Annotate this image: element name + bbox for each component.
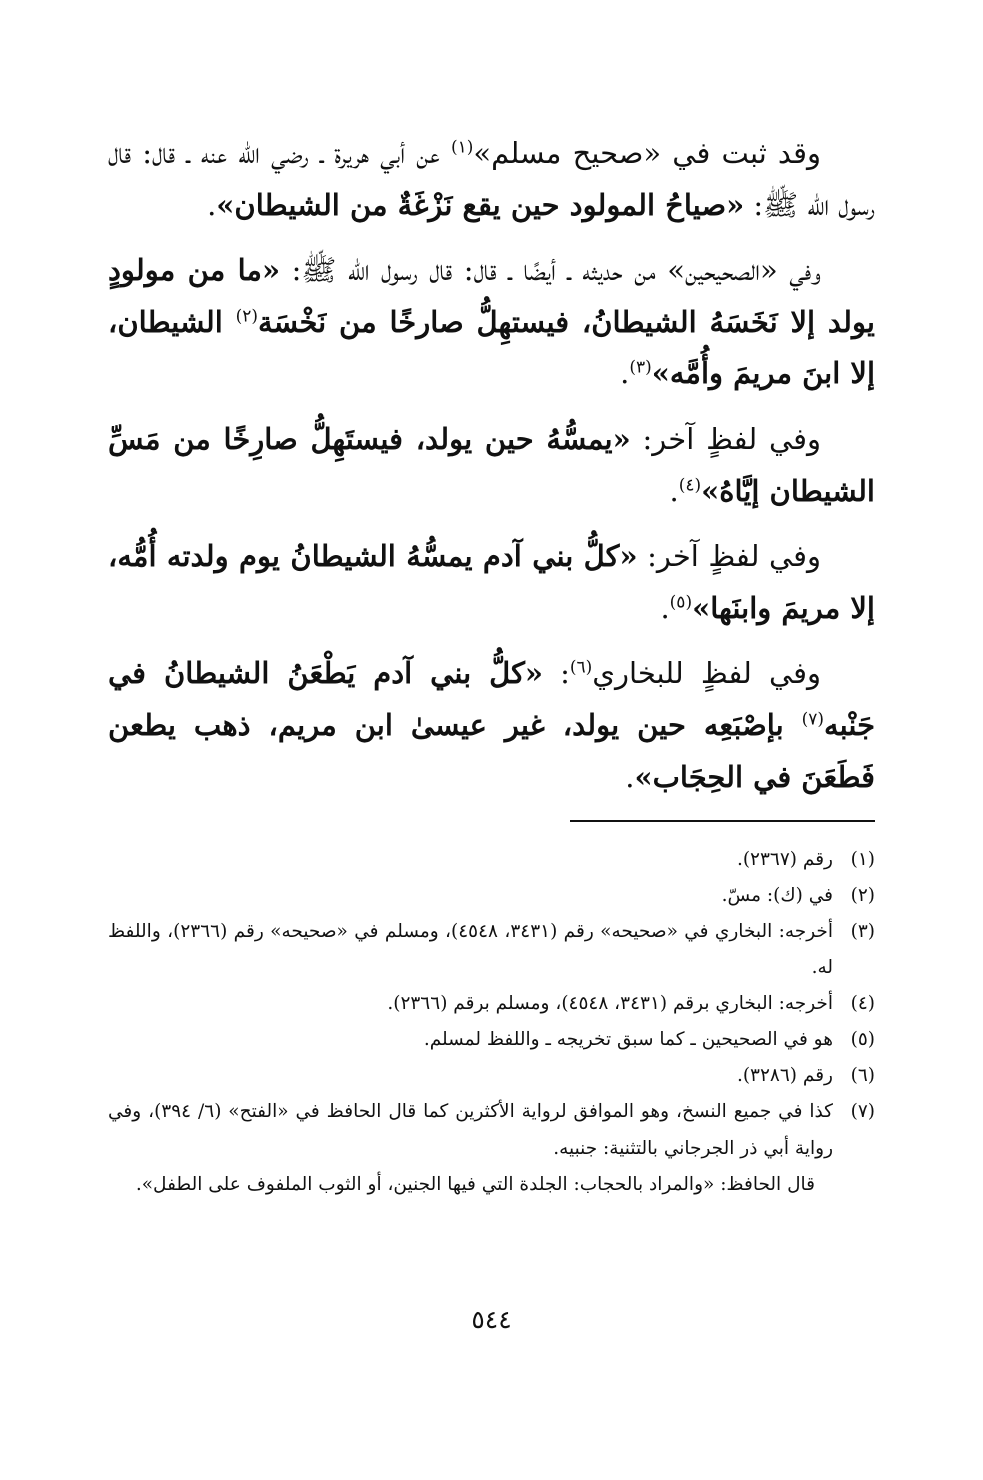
paragraph-4 [108, 531, 875, 634]
footnote-1 [108, 842, 875, 878]
footnote-text: رقم (٣٢٨٦). [736, 1065, 833, 1087]
footnote-text: كذا في جميع النسخ، وهو الموافق لرواية الأكثرين كما قال الحافظ في «الفتح» (٦/ ٣٩٤)، وفي رواية أبي ذر الجرجاني بالتثنية: جنبيه. [108, 1101, 833, 1159]
footnote-number: (٥) [850, 1029, 875, 1051]
footnote-separator [570, 820, 875, 822]
paragraph-1 [108, 128, 875, 231]
paragraph-3-text: وفي لفظٍ آخر: [630, 422, 822, 457]
page-number: ٥٤٤ [471, 1305, 512, 1334]
paragraph-2-text: وفي «الصحيحين» من حديثه ـ أيضًا ـ قال: قال رسول الله ﷺ: [280, 253, 821, 288]
footnote-5 [108, 1022, 875, 1058]
paragraph-1-end: . [207, 187, 217, 222]
footnote-number: (٢) [850, 885, 875, 907]
main-text [108, 128, 875, 817]
footnote-number: (٤) [850, 993, 875, 1015]
footnote-text: في (ك): مسّ. [721, 885, 833, 907]
hadith-quote-4: «كلُّ بني آدم يمسُّهُ الشيطانُ يوم ولدته أُمُّه، إلا مريمَ وابنَها» [108, 539, 875, 625]
paragraph-4-end: . [660, 590, 670, 625]
hadith-quote-5a: «كلُّ بني آدم يَطْعَنُ الشيطانُ في جَنْبه [108, 656, 875, 743]
hadith-quote-1: «صياحُ المولود حين يقع نَزْغَةٌ من الشيطان» [216, 187, 745, 222]
hadith-quote-2b: الشيطان، إلا ابنَ مريمَ وأُمَّه» [108, 304, 875, 391]
paragraph-1-text: وقد ثبت في «صحيح مسلم» [473, 136, 821, 170]
footnote-ref-1: (١) [451, 137, 474, 158]
footnote-number: (٧) [850, 1101, 875, 1123]
footnote-7 [108, 1094, 875, 1166]
paragraph-5-end: . [625, 759, 635, 794]
footnote-3 [108, 914, 875, 986]
footnote-text: أخرجه: البخاري برقم (٣٤٣١، ٤٥٤٨)، ومسلم برقم (٢٣٦٦). [387, 993, 833, 1015]
footnote-2 [108, 878, 875, 914]
paragraph-5-text-2: : [543, 656, 570, 691]
paragraph-5-text: وفي لفظٍ للبخاري [592, 656, 821, 691]
footnote-text: رقم (٢٣٦٧). [736, 849, 833, 870]
footnote-ref-7: (٧) [801, 709, 825, 730]
footnote-number: (٣) [850, 921, 875, 943]
footnote-number: (١) [850, 849, 875, 870]
paragraph-2-end: . [620, 356, 630, 391]
footnote-text: أخرجه: البخاري في «صحيحه» رقم (٣٤٣١، ٤٥٤٨)، ومسلم في «صحيحه» رقم (٢٣٦٦)، واللفظ له. [108, 921, 833, 979]
footnote-ref-3: (٣) [629, 357, 652, 378]
footnote-6 [108, 1058, 875, 1094]
paragraph-3 [108, 414, 875, 517]
footnote-ref-6: (٦) [569, 657, 593, 678]
footnote-text: هو في الصحيحين ـ كما سبق تخريجه ـ واللفظ لمسلم. [423, 1029, 833, 1051]
footnote-7-continuation: قال الحافظ: «والمراد بالحجاب: الجلدة التي فيها الجنين، أو الثوب الملفوف على الطفل». [135, 1173, 815, 1195]
paragraph-1-text-2: عن أبي هريرة ـ رضي الله عنه ـ قال: قال رسول الله ﷺ: [108, 136, 875, 222]
footnote-ref-5: (٥) [669, 592, 693, 613]
paragraph-5 [108, 648, 875, 803]
paragraph-4-text: وفي لفظٍ آخر: [637, 539, 822, 574]
footnotes [108, 842, 875, 1203]
paragraph-3-end: . [669, 473, 679, 508]
hadith-quote-3: «يمسُّهُ حين يولد، فيستَهِلُّ صارِخًا من مَسِّ الشيطان إيَّاهُ» [108, 422, 875, 508]
paragraph-2 [108, 245, 875, 400]
footnote-ref-4: (٤) [678, 475, 702, 495]
hadith-quote-5b: بإصْبَعِه حين يولد، غير عيسىٰ ابن مريم، ذهب يطعن فَطَعَنَ في الحِجَاب» [108, 708, 875, 794]
footnote-number: (٦) [850, 1065, 875, 1087]
hadith-quote-2a: «ما من مولودٍ يولد إلا نَخَسَهُ الشيطانُ، فيستهِلُّ صارخًا من نَخْسَة [108, 253, 875, 339]
footnote-4 [108, 986, 875, 1022]
footnote-ref-2: (٢) [235, 306, 259, 327]
